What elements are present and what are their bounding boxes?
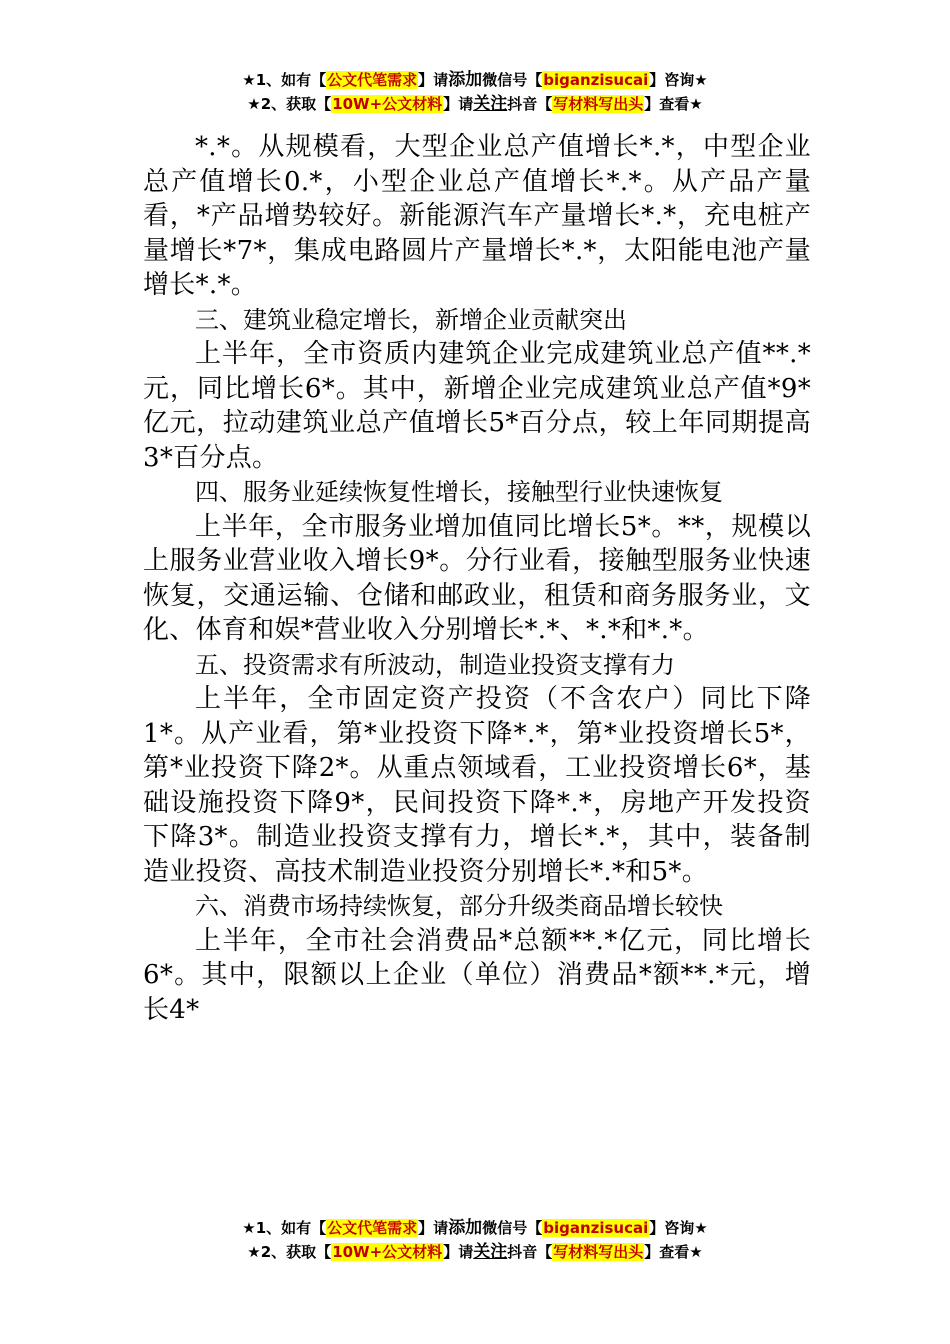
banner-line-1 xyxy=(0,68,950,92)
banner-text: ★2、获取【 xyxy=(247,95,332,113)
banner-text: ★1、如有【 xyxy=(242,1219,327,1237)
heading-construction: 三、建筑业稳定增长，新增企业贡献突出 xyxy=(195,305,627,334)
banner-text: 抖音【 xyxy=(507,1243,553,1261)
banner-text: 抖音【 xyxy=(507,95,553,113)
paragraph-consumption: 上半年，全市社会消费品*总额**.*亿元，同比增长6*。其中，限额以上企业（单位）消费品*额**.*元，增长4* xyxy=(143,925,811,1025)
banner-text: ★2、获取【 xyxy=(247,1243,332,1261)
highlight-wechat-id: biganzisucai xyxy=(543,1219,649,1237)
paragraph-investment: 上半年，全市固定资产投资（不含农户）同比下降1*。从产业看，第*业投资下降*.*，第*业投资增长5*，第*业投资下降2*。从重点领域看，工业投资增长6*，基础设施投资下降9*，民间投资下降*.*，房地产开发投资下降3*。制造业投资支撑有力，增长*.*，其中，装备制造业投资、高技术制造业投资分别增长*.*和5*。 xyxy=(143,684,811,887)
banner-text: 】咨询★ xyxy=(649,71,708,89)
document-body xyxy=(143,130,811,1027)
banner-line-1 xyxy=(0,1216,950,1240)
highlight-douyin-id: 写材料写出头 xyxy=(553,95,644,113)
paragraph-services: 上半年，全市服务业增加值同比增长5*。**，规模以上服务业营业收入增长9*。分行业看，接触型服务业快速恢复，交通运输、仓储和邮政业，租赁和商务服务业，文化、体育和娱*营业收入分别增长*.*、*.*和*.*。 xyxy=(143,511,811,645)
banner-text: 】请 xyxy=(443,95,474,113)
heading-consumption: 六、消费市场持续恢复，部分升级类商品增长较快 xyxy=(195,892,723,920)
banner-emphasis: 关注 xyxy=(473,94,508,114)
highlight-service: 公文代笔需求 xyxy=(327,71,418,89)
highlight-wechat-id: biganzisucai xyxy=(543,71,649,89)
banner-emphasis: 添加 xyxy=(448,70,483,90)
banner-text: 】请 xyxy=(418,71,449,89)
top-banner xyxy=(0,68,950,116)
banner-text: 微信号【 xyxy=(482,1219,543,1237)
banner-text: 微信号【 xyxy=(482,71,543,89)
banner-text: 】请 xyxy=(443,1243,474,1261)
banner-text: ★1、如有【 xyxy=(242,71,327,89)
heading-services: 四、服务业延续恢复性增长，接触型行业快速恢复 xyxy=(195,478,723,506)
paragraph-construction: 上半年，全市资质内建筑企业完成建筑业总产值**.*元，同比增长6*。其中，新增企业完成建筑业总产值*9*亿元，拉动建筑业总产值增长5*百分点，较上年同期提高3*百分点。 xyxy=(143,339,811,473)
banner-emphasis: 添加 xyxy=(448,1218,483,1238)
banner-text: 】查看★ xyxy=(644,1243,703,1261)
banner-text: 】查看★ xyxy=(644,95,703,113)
banner-line-2 xyxy=(0,92,950,116)
banner-text: 】咨询★ xyxy=(649,1219,708,1237)
banner-text: 】请 xyxy=(418,1219,449,1237)
bottom-banner xyxy=(0,1216,950,1264)
highlight-materials: 10W+公文材料 xyxy=(332,1243,443,1261)
highlight-service: 公文代笔需求 xyxy=(327,1219,418,1237)
banner-line-2 xyxy=(0,1240,950,1264)
heading-investment: 五、投资需求有所波动，制造业投资支撑有力 xyxy=(195,650,675,679)
highlight-douyin-id: 写材料写出头 xyxy=(553,1243,644,1261)
banner-emphasis: 关注 xyxy=(473,1242,508,1262)
highlight-materials: 10W+公文材料 xyxy=(332,95,443,113)
paragraph-industry-scale: *.*。从规模看，大型企业总产值增长*.*，中型企业总产值增长0.*，小型企业总产值增长*.*。从产品产量看，*产品增势较好。新能源汽车产量增长*.*，充电桩产量增长*7*，集成电路圆片产量增长*.*，太阳能电池产量增长*.*。 xyxy=(143,132,811,300)
